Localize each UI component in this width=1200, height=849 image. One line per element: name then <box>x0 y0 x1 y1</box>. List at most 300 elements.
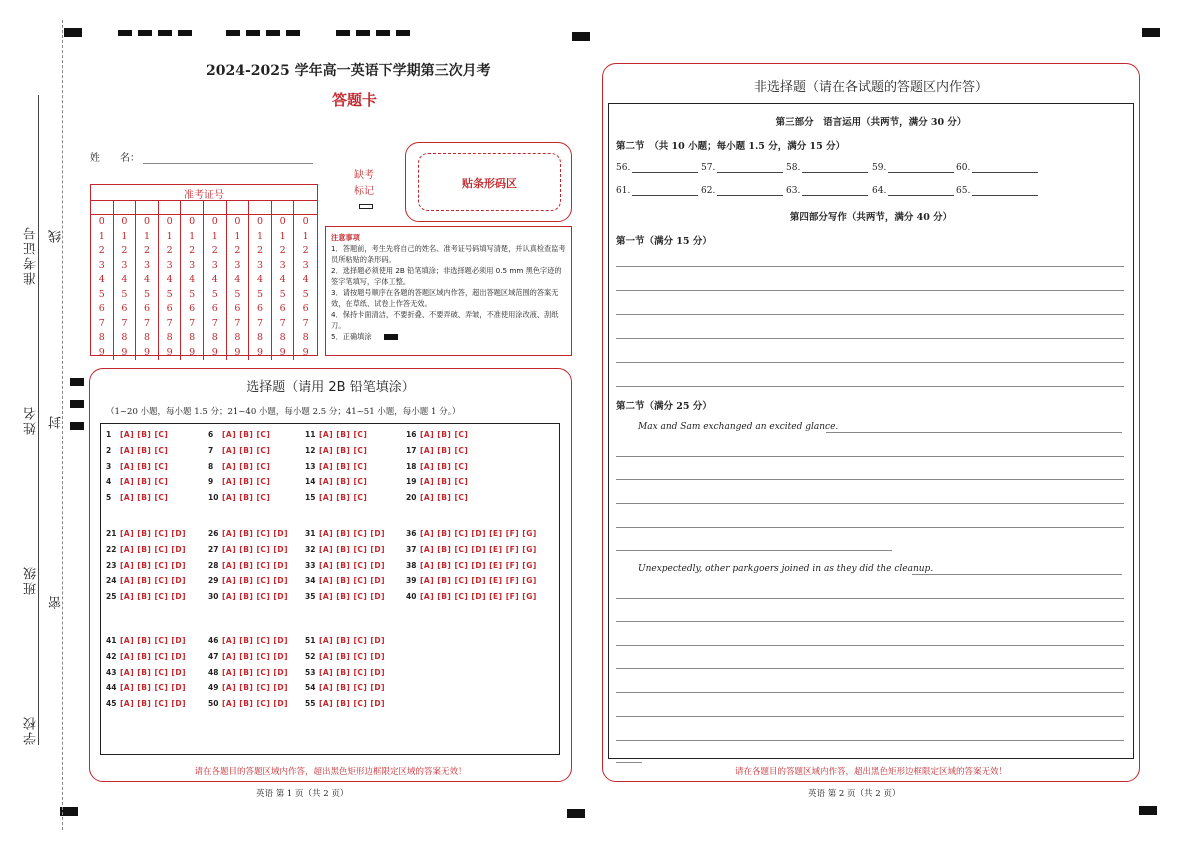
zkz-digit[interactable]: 1 <box>98 230 105 242</box>
writing-line[interactable] <box>616 386 1124 387</box>
zkz-column[interactable] <box>249 201 272 360</box>
blank-underline[interactable] <box>802 163 868 173</box>
question-number: 25 <box>106 592 117 602</box>
question-number: 47 <box>208 651 219 661</box>
zkz-digit[interactable]: 1 <box>256 230 264 242</box>
zkz-digit[interactable]: 8 <box>98 332 105 343</box>
zkz-digit[interactable]: 7 <box>279 317 286 329</box>
zkz-digit[interactable]: 4 <box>279 274 286 285</box>
zkz-write-cell[interactable] <box>227 201 249 215</box>
mcq-question[interactable] <box>208 462 270 478</box>
zkz-digit[interactable]: 8 <box>189 332 196 343</box>
answer-options[interactable]: [A] [B] [C] <box>319 477 368 487</box>
zkz-digit[interactable]: 3 <box>279 259 286 271</box>
writing-line[interactable] <box>616 598 1124 599</box>
blank-field[interactable] <box>701 186 783 196</box>
zkz-digit[interactable]: 4 <box>256 274 264 285</box>
mcq-question[interactable] <box>208 699 288 715</box>
zkz-digit[interactable]: 8 <box>302 332 309 343</box>
zkz-digit[interactable]: 3 <box>211 259 218 271</box>
note-item: 3．请按题号顺序在各题的答题区域内作答，超出答题区域范围的答案无效，在草纸、试卷上作答无效。 <box>331 288 559 308</box>
registration-mark <box>396 30 410 36</box>
mcq-question[interactable] <box>106 529 186 545</box>
zkz-digit[interactable]: 6 <box>302 303 309 314</box>
answer-options[interactable]: [A] [B] [C] [D] [E] [F] [G] <box>420 544 537 554</box>
zkz-digit[interactable]: 6 <box>256 303 264 314</box>
zkz-write-cell[interactable] <box>294 201 317 215</box>
zkz-digit[interactable]: 7 <box>211 317 218 329</box>
mcq-question[interactable] <box>406 446 468 462</box>
mcq-question[interactable] <box>106 652 186 668</box>
mcq-question[interactable] <box>305 430 367 446</box>
zkz-digit[interactable]: 0 <box>302 216 309 227</box>
mcq-question[interactable] <box>106 561 186 577</box>
blank-underline[interactable] <box>888 163 954 173</box>
zkz-column[interactable] <box>91 201 114 360</box>
mcq-question[interactable] <box>406 477 468 493</box>
mcq-question[interactable] <box>106 462 168 478</box>
answer-options[interactable]: [A] [B] [C] <box>222 430 271 439</box>
zkz-digit[interactable]: 5 <box>189 288 196 300</box>
mcq-question[interactable] <box>106 576 186 592</box>
zkz-digit[interactable]: 7 <box>302 317 309 329</box>
answer-options[interactable]: [A] [B] [C] <box>420 461 469 471</box>
registration-mark <box>376 30 390 36</box>
mcq-question[interactable] <box>305 699 385 715</box>
zkz-digit[interactable]: 3 <box>121 259 128 271</box>
mcq-question[interactable] <box>106 430 168 446</box>
name-underline <box>143 154 313 164</box>
zkz-digit[interactable]: 4 <box>211 274 218 285</box>
answer-options[interactable]: [A] [B] [C] [D] <box>120 651 187 661</box>
zkz-column[interactable] <box>294 201 317 360</box>
zkz-digit[interactable]: 2 <box>166 245 173 256</box>
zkz-digit[interactable]: 4 <box>166 274 173 285</box>
zkz-digit[interactable]: 0 <box>143 216 151 227</box>
question-number: 29 <box>208 576 219 586</box>
blank-underline[interactable] <box>717 163 783 173</box>
mcq-question[interactable] <box>305 668 385 684</box>
zkz-digit[interactable]: 8 <box>166 332 173 343</box>
zkz-column[interactable] <box>204 201 227 360</box>
mcq-question[interactable] <box>208 545 288 561</box>
zkz-digit[interactable]: 8 <box>279 332 286 343</box>
mcq-question[interactable] <box>305 561 385 577</box>
writing-line[interactable] <box>616 456 1124 457</box>
answer-options[interactable]: [A] [B] [C] [D] <box>120 699 187 709</box>
answer-options[interactable]: [A] [B] [C] <box>120 493 169 503</box>
zkz-digit[interactable]: 1 <box>121 230 128 242</box>
blank-field[interactable] <box>872 186 954 196</box>
zkz-digit[interactable]: 4 <box>189 274 196 285</box>
answer-options[interactable]: [A] [B] [C] [D] [E] [F] [G] <box>420 576 537 586</box>
answer-options[interactable]: [A] [B] [C] [D] <box>120 667 187 677</box>
zkz-digit[interactable]: 4 <box>143 274 151 285</box>
mcq-column <box>305 529 385 608</box>
answer-options[interactable]: [A] [B] [C] <box>319 445 368 455</box>
answer-options[interactable]: [A] [B] [C] [D] <box>222 667 289 677</box>
zkz-digit[interactable]: 5 <box>279 288 286 300</box>
answer-options[interactable]: [A] [B] [C] [D] [E] [F] [G] <box>420 529 537 538</box>
mcq-question[interactable] <box>106 668 186 684</box>
para1-line-tail[interactable] <box>826 432 1122 433</box>
page1-footer: 英语 第 1 页（共 2 页） <box>256 789 349 799</box>
mcq-column <box>208 430 270 509</box>
zkz-digit[interactable]: 3 <box>256 259 264 271</box>
zkz-write-cell[interactable] <box>249 201 271 215</box>
zkz-digit[interactable]: 6 <box>279 303 286 314</box>
writing-line-short[interactable] <box>616 762 642 763</box>
question-number: 49 <box>208 683 219 693</box>
writing-line[interactable] <box>616 314 1124 315</box>
answer-options[interactable]: [A] [B] [C] [D] <box>120 636 187 645</box>
mcq-question[interactable] <box>305 576 385 592</box>
zkz-column[interactable] <box>272 201 295 360</box>
zkz-digit[interactable]: 7 <box>166 317 173 329</box>
blank-field[interactable] <box>616 186 698 196</box>
mcq-question[interactable] <box>208 561 288 577</box>
writing-line[interactable] <box>616 668 1124 669</box>
mcq-question[interactable] <box>208 592 288 608</box>
zkz-digit[interactable]: 9 <box>121 346 128 358</box>
writing-line[interactable] <box>616 479 1124 480</box>
mcq-question[interactable] <box>305 636 385 652</box>
registration-mark <box>266 30 280 36</box>
zkz-label: 准考证号 <box>184 190 224 201</box>
mcq-question[interactable] <box>208 430 270 446</box>
mcq-question[interactable] <box>406 561 537 577</box>
zkz-digit[interactable]: 0 <box>279 216 286 227</box>
zkz-digit[interactable]: 3 <box>189 259 196 271</box>
zkz-digit[interactable]: 2 <box>302 245 309 256</box>
zkz-digit[interactable]: 5 <box>121 288 128 300</box>
zkz-digit[interactable]: 1 <box>302 230 309 242</box>
answer-options[interactable]: [A] [B] [C] [D] <box>222 529 289 538</box>
blank-field[interactable] <box>616 163 698 173</box>
writing-line[interactable] <box>616 692 1124 693</box>
blank-number: 59. <box>872 163 887 173</box>
zkz-digit[interactable]: 9 <box>98 346 105 358</box>
blank-underline[interactable] <box>632 186 698 196</box>
zkz-digit[interactable]: 5 <box>98 288 105 300</box>
zkz-digit[interactable]: 3 <box>234 259 241 271</box>
answer-options[interactable]: [A] [B] [C] [D] <box>319 667 386 677</box>
answer-options[interactable]: [A] [B] [C] <box>222 445 271 455</box>
mcq-question[interactable] <box>406 576 537 592</box>
answer-options[interactable]: [A] [B] [C] <box>222 477 271 487</box>
answer-options[interactable]: [A] [B] [C] [D] [E] [F] [G] <box>420 592 537 602</box>
blank-field[interactable] <box>786 186 868 196</box>
zkz-digit[interactable]: 3 <box>143 259 151 271</box>
zkz-digit[interactable]: 8 <box>121 332 128 343</box>
writing-line[interactable] <box>616 645 1124 646</box>
blank-underline[interactable] <box>802 186 868 196</box>
zkz-digit[interactable]: 1 <box>234 230 241 242</box>
mcq-question[interactable] <box>208 683 288 699</box>
blank-underline[interactable] <box>972 186 1038 196</box>
zkz-digit[interactable]: 5 <box>234 288 241 300</box>
zkz-column[interactable] <box>227 201 250 360</box>
zkz-write-cell[interactable] <box>159 201 181 215</box>
zkz-column[interactable] <box>159 201 182 360</box>
question-number: 42 <box>106 651 117 661</box>
writing-line[interactable] <box>616 338 1124 339</box>
mcq-question[interactable] <box>106 636 186 652</box>
zkz-digit[interactable]: 7 <box>189 317 196 329</box>
writing-line[interactable] <box>616 362 1124 363</box>
mcq-question[interactable] <box>406 430 468 446</box>
mcq-question[interactable] <box>305 592 385 608</box>
mcq-question[interactable] <box>208 529 288 545</box>
blank-number: 60. <box>956 163 971 173</box>
writing-line[interactable] <box>616 740 1124 741</box>
writing-line[interactable] <box>616 621 1124 622</box>
question-number: 5 <box>106 493 112 503</box>
writing-line-short[interactable] <box>616 550 892 551</box>
zkz-digit[interactable]: 8 <box>234 332 241 343</box>
mcq-question[interactable] <box>106 592 186 608</box>
answer-options[interactable]: [A] [B] [C] [D] <box>222 651 289 661</box>
answer-options[interactable]: [A] [B] [C] <box>222 461 271 471</box>
blank-field[interactable] <box>956 163 1038 173</box>
answer-options[interactable]: [A] [B] [C] <box>319 430 368 439</box>
mcq-question[interactable] <box>406 493 468 509</box>
answer-options[interactable]: [A] [B] [C] [D] <box>222 544 289 554</box>
answer-options[interactable]: [A] [B] [C] [D] <box>319 560 386 570</box>
blank-field[interactable] <box>956 186 1038 196</box>
mcq-question[interactable] <box>305 683 385 699</box>
writing-line[interactable] <box>616 503 1124 504</box>
zkz-digit[interactable]: 0 <box>211 216 218 227</box>
question-number: 26 <box>208 529 219 538</box>
writing-line[interactable] <box>616 266 1124 267</box>
mcq-question[interactable] <box>208 446 270 462</box>
blank-underline[interactable] <box>717 186 783 196</box>
zkz-digit[interactable]: 0 <box>98 216 105 227</box>
mcq-question[interactable] <box>208 668 288 684</box>
zkz-digit[interactable]: 8 <box>256 332 264 343</box>
answer-options[interactable]: [A] [B] [C] <box>120 477 169 487</box>
answer-options[interactable]: [A] [B] [C] [D] <box>319 544 386 554</box>
mcq-question[interactable] <box>406 462 468 478</box>
zkz-digit[interactable]: 6 <box>234 303 241 314</box>
answer-options[interactable]: [A] [B] [C] <box>319 493 368 503</box>
mcq-question[interactable] <box>305 529 385 545</box>
zkz-digit[interactable]: 4 <box>121 274 128 285</box>
name-field[interactable] <box>90 149 313 164</box>
zkz-digit[interactable]: 2 <box>211 245 218 256</box>
zkz-digit[interactable]: 3 <box>302 259 309 271</box>
para2-line-tail[interactable] <box>912 574 1122 575</box>
mcq-question[interactable] <box>406 592 537 608</box>
mcq-question[interactable] <box>208 636 288 652</box>
zkz-digit[interactable]: 6 <box>98 303 105 314</box>
zkz-digit[interactable]: 4 <box>302 274 309 285</box>
answer-options[interactable]: [A] [B] [C] [D] <box>120 544 187 554</box>
zkz-digit[interactable]: 7 <box>98 317 105 329</box>
zkz-digit[interactable]: 7 <box>143 317 151 329</box>
answer-options[interactable]: [A] [B] [C] [D] <box>222 636 289 645</box>
answer-options[interactable]: [A] [B] [C] <box>319 461 368 471</box>
answer-options[interactable]: [A] [B] [C] [D] [E] [F] [G] <box>420 560 537 570</box>
mcq-question[interactable] <box>106 683 186 699</box>
answer-options[interactable]: [A] [B] [C] [D] <box>319 576 386 586</box>
mcq-question[interactable] <box>208 493 270 509</box>
zkz-write-cell[interactable] <box>181 201 203 215</box>
zkz-digit[interactable]: 1 <box>189 230 196 242</box>
mcq-question[interactable] <box>305 545 385 561</box>
absent-checkbox[interactable] <box>359 204 373 209</box>
answer-options[interactable]: [A] [B] [C] <box>420 430 469 439</box>
question-number: 38 <box>406 560 417 570</box>
answer-options[interactable]: [A] [B] [C] [D] <box>222 699 289 709</box>
zkz-digit[interactable]: 9 <box>143 346 151 358</box>
zkz-digit[interactable]: 5 <box>143 288 151 300</box>
blank-field[interactable] <box>786 163 868 173</box>
zkz-write-cell[interactable] <box>136 201 158 215</box>
mcq-question[interactable] <box>305 493 367 509</box>
zkz-digit[interactable]: 7 <box>234 317 241 329</box>
zkz-digit[interactable]: 2 <box>189 245 196 256</box>
answer-options[interactable]: [A] [B] [C] <box>120 430 169 439</box>
zkz-digit[interactable]: 5 <box>256 288 264 300</box>
zkz-digit[interactable]: 3 <box>98 259 105 271</box>
zkz-digit[interactable]: 2 <box>143 245 151 256</box>
answer-options[interactable]: [A] [B] [C] [D] <box>120 529 187 538</box>
answer-options[interactable]: [A] [B] [C] [D] <box>319 683 386 693</box>
zkz-digit[interactable]: 0 <box>256 216 264 227</box>
zkz-column[interactable] <box>114 201 137 360</box>
mcq-question[interactable] <box>208 576 288 592</box>
writing-line[interactable] <box>616 527 1124 528</box>
zkz-digit[interactable]: 2 <box>279 245 286 256</box>
answer-options[interactable]: [A] [B] [C] [D] <box>222 576 289 586</box>
margin-label-xian: 线 <box>49 228 64 243</box>
mcq-question[interactable] <box>208 652 288 668</box>
question-number: 15 <box>305 493 316 503</box>
answer-options[interactable]: [A] [B] [C] <box>420 493 469 503</box>
mcq-question[interactable] <box>208 477 270 493</box>
blank-underline[interactable] <box>972 163 1038 173</box>
zkz-digit[interactable]: 2 <box>234 245 241 256</box>
zkz-digit[interactable]: 3 <box>166 259 173 271</box>
zkz-digit[interactable]: 6 <box>166 303 173 314</box>
zkz-digit[interactable]: 1 <box>166 230 173 242</box>
zkz-digit[interactable]: 6 <box>121 303 128 314</box>
zkz-digit[interactable]: 2 <box>256 245 264 256</box>
mcq-question[interactable] <box>106 699 186 715</box>
zkz-digit[interactable]: 6 <box>211 303 218 314</box>
mcq-question[interactable] <box>106 545 186 561</box>
blank-underline[interactable] <box>888 186 954 196</box>
mcq-question[interactable] <box>305 652 385 668</box>
zkz-column[interactable] <box>136 201 159 360</box>
zkz-digit[interactable]: 6 <box>143 303 151 314</box>
mcq-question[interactable] <box>305 462 367 478</box>
answer-options[interactable]: [A] [B] [C] <box>420 477 469 487</box>
answer-options[interactable]: [A] [B] [C] [D] <box>319 636 386 645</box>
zkz-digit[interactable]: 9 <box>256 346 264 358</box>
zkz-digit[interactable]: 9 <box>234 346 241 358</box>
zkz-write-cell[interactable] <box>272 201 294 215</box>
zkz-digit[interactable]: 8 <box>143 332 151 343</box>
answer-options[interactable]: [A] [B] [C] <box>222 493 271 503</box>
answer-options[interactable]: [A] [B] [C] [D] <box>319 651 386 661</box>
answer-options[interactable]: [A] [B] [C] [D] <box>222 683 289 693</box>
question-number: 8 <box>208 461 214 471</box>
zkz-write-cell[interactable] <box>91 201 113 215</box>
zkz-column[interactable] <box>181 201 204 360</box>
zkz-digit[interactable]: 9 <box>211 346 218 358</box>
mcq-question[interactable] <box>305 446 367 462</box>
mcq-question[interactable] <box>305 477 367 493</box>
blank-underline[interactable] <box>632 163 698 173</box>
zkz-digit[interactable]: 0 <box>189 216 196 227</box>
zkz-digit[interactable]: 1 <box>211 230 218 242</box>
answer-options[interactable]: [A] [B] [C] [D] <box>319 592 386 602</box>
question-number: 51 <box>305 636 316 645</box>
answer-options[interactable]: [A] [B] [C] [D] <box>120 592 187 602</box>
registration-mark <box>567 809 585 818</box>
zkz-digit[interactable]: 7 <box>121 317 128 329</box>
answer-options[interactable]: [A] [B] [C] [D] <box>222 592 289 602</box>
zkz-digit[interactable]: 1 <box>143 230 151 242</box>
mcq-question[interactable] <box>406 545 537 561</box>
mcq-question[interactable] <box>406 529 537 545</box>
answer-options[interactable]: [A] [B] [C] <box>120 445 169 455</box>
zkz-digit[interactable]: 5 <box>211 288 218 300</box>
zkz-write-cell[interactable] <box>204 201 226 215</box>
answer-options[interactable]: [A] [B] [C] [D] <box>222 560 289 570</box>
zkz-digit[interactable]: 1 <box>279 230 286 242</box>
mcq-question[interactable] <box>106 477 168 493</box>
answer-options[interactable]: [A] [B] [C] [D] <box>120 683 187 693</box>
zkz-digit[interactable]: 9 <box>279 346 286 358</box>
answer-options[interactable]: [A] [B] [C] [D] <box>319 699 386 709</box>
zkz-digit[interactable]: 9 <box>302 346 309 358</box>
zkz-digit[interactable]: 5 <box>302 288 309 300</box>
zkz-write-cell[interactable] <box>114 201 136 215</box>
blank-number: 65. <box>956 186 971 196</box>
zkz-digit[interactable]: 0 <box>121 216 128 227</box>
zkz-digit[interactable]: 7 <box>256 317 264 329</box>
question-number: 9 <box>208 477 214 487</box>
answer-options[interactable]: [A] [B] [C] <box>120 461 169 471</box>
zkz-digit[interactable]: 4 <box>234 274 241 285</box>
zkz-digit[interactable]: 2 <box>121 245 128 256</box>
zkz-digit[interactable]: 8 <box>211 332 218 343</box>
zkz-digit[interactable]: 6 <box>189 303 196 314</box>
blank-field[interactable] <box>872 163 954 173</box>
mcq-question[interactable] <box>106 446 168 462</box>
zkz-digit[interactable]: 0 <box>234 216 241 227</box>
zkz-digit[interactable]: 5 <box>166 288 173 300</box>
answer-options[interactable]: [A] [B] [C] [D] <box>319 529 386 538</box>
answer-options[interactable]: [A] [B] [C] [D] <box>120 576 187 586</box>
answer-options[interactable]: [A] [B] [C] <box>420 445 469 455</box>
note-item: 2．选择题必须使用 2B 铅笔填涂；非选择题必须用 0.5 mm 黑色字迹的签字笔填写，字体工整。 <box>331 266 562 286</box>
zkz-digit[interactable]: 2 <box>98 245 105 256</box>
zkz-digit[interactable]: 9 <box>189 346 196 358</box>
zkz-digit[interactable]: 4 <box>98 274 105 285</box>
blank-field[interactable] <box>701 163 783 173</box>
zkz-digit[interactable]: 0 <box>166 216 173 227</box>
zkz-digit[interactable]: 9 <box>166 346 173 358</box>
mcq-question[interactable] <box>106 493 168 509</box>
answer-options[interactable]: [A] [B] [C] [D] <box>120 560 187 570</box>
writing-line[interactable] <box>616 290 1124 291</box>
writing-line[interactable] <box>616 716 1124 717</box>
